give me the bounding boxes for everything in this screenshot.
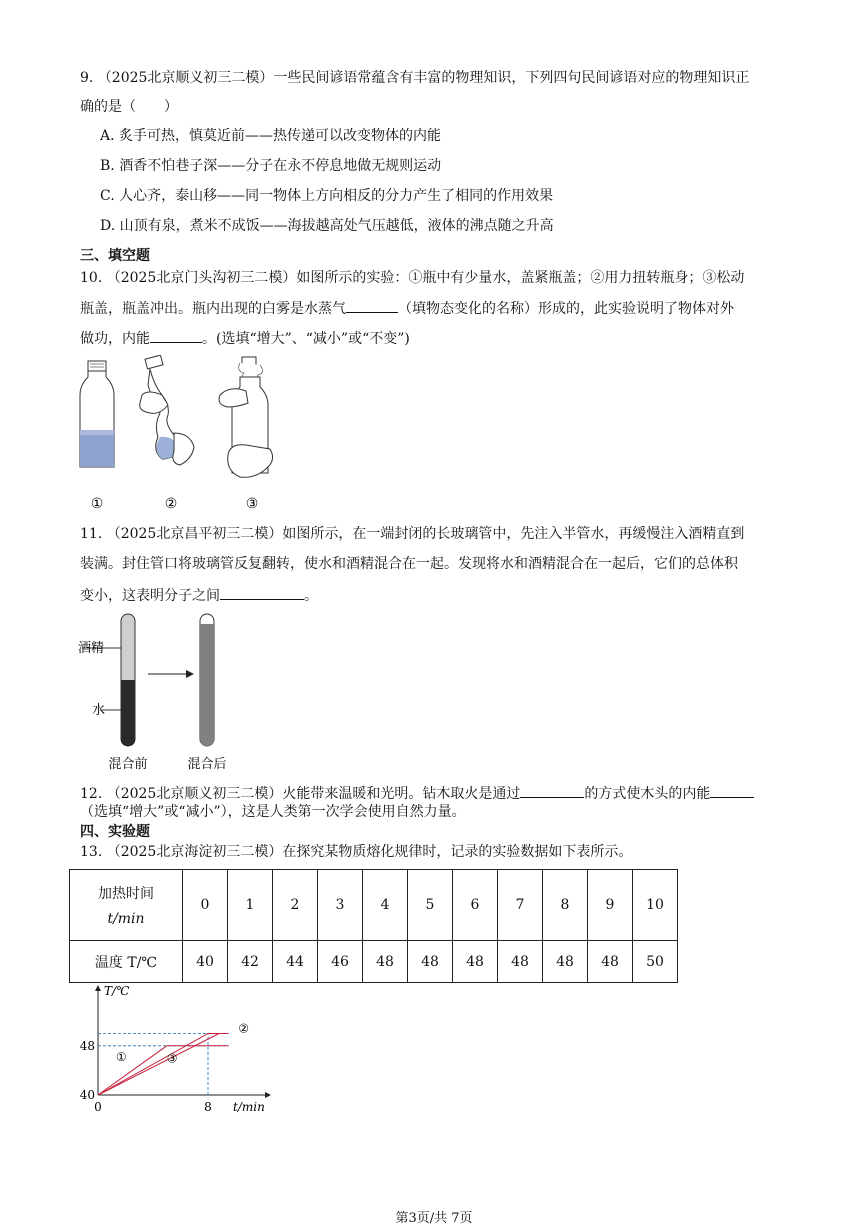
table-cell: 8 [543,870,588,941]
q12-blank-1[interactable] [520,782,584,798]
arrow-icon [148,670,194,678]
bottle-label-1: ① [90,496,104,512]
table-cell: 44 [273,941,318,983]
header-time-label: 加热时间 [98,886,154,902]
table-cell: 5 [408,870,453,941]
q10-stem-line3 [80,327,410,349]
y-tick-label: 40 [79,1088,95,1102]
series-label-2: ② [238,1021,250,1036]
bottle-3-cap-popping [219,357,273,477]
section-fill-in-heading: 三、填空题 [80,248,150,264]
tube-after [200,614,214,746]
q10-stem-line1: 10. （2025北京门头沟初三二模）如图所示的实验：①瓶中有少量水，盖紧瓶盖；②用力扭转瓶身；③松动 [80,270,745,286]
x-axis-arrow-icon [265,1092,271,1098]
table-cell: 7 [498,870,543,941]
bottle-1 [80,361,114,467]
q12-stem-line2: （选填“增大”或“减小”），这是人类第一次学会使用自然力量。 [80,804,466,820]
q12-stem-line1 [80,782,754,804]
table-row-temperature [70,941,678,983]
origin-label: 0 [94,1100,102,1114]
table-cell: 50 [633,941,678,983]
q11-text: 。 [304,588,318,604]
series-label-1: ① [115,1050,127,1065]
table-cell: 48 [543,941,588,983]
table-header-temperature: 温度 T/℃ [70,941,183,983]
q10-text: 瓶盖，瓶盖冲出。瓶内出现的白雾是水蒸气 [80,301,346,317]
tube-mixing-figure [70,608,250,776]
q11-stem-line3 [80,584,318,606]
x-tick-label: 8 [204,1100,212,1114]
y-axis-arrow-icon [95,985,101,991]
q10-stem-line2 [80,297,734,319]
x-axis-label: t/min [233,1100,265,1114]
q10-text: 做功，内能 [80,331,150,347]
table-cell: 9 [588,870,633,941]
table-cell: 48 [588,941,633,983]
chart-reference-lines [98,1034,229,1096]
table-cell: 48 [453,941,498,983]
tube-before [121,614,135,746]
table-cell: 48 [498,941,543,983]
q11-text: 变小，这表明分子之间 [80,588,220,604]
chart-series [98,1034,229,1096]
q11-stem-line1: 11. （2025北京昌平初三二模）如图所示，在一端封闭的长玻璃管中，先注入半管水，再缓慢注入酒精直到 [80,526,745,542]
label-before: 混合前 [108,757,148,772]
table-cell: 6 [453,870,498,941]
table-cell: 0 [183,870,228,941]
label-water: 水 [92,703,106,718]
q13-stem-line1: 13. （2025北京海淀初三二模）在探究某物质熔化规律时，记录的实验数据如下表所示。 [80,844,633,860]
melting-data-table [69,869,678,983]
table-cell: 46 [318,941,363,983]
q10-blank-1[interactable] [346,297,398,313]
section-experiment-heading: 四、实验题 [80,824,150,840]
q9-stem-line1: 9. （2025北京顺义初三二模）一些民间谚语常蕴含有丰富的物理知识，下列四句民间谚语对应的物理知识正 [80,70,750,86]
q9-option-b[interactable]: B. 酒香不怕巷子深——分子在永不停息地做无规则运动 [100,158,442,174]
label-after: 混合后 [187,757,227,772]
bottle-2-twisted [140,355,194,465]
q9-option-c[interactable]: C. 人心齐，泰山移——同一物体上方向相反的分力产生了相同的作用效果 [100,188,554,204]
table-cell: 3 [318,870,363,941]
q10-text: 。(选填“增大”、“减小”或“不变”) [202,331,410,347]
q9-option-d[interactable]: D. 山顶有泉，煮米不成饭——海拔越高处气压越低，液体的沸点随之升高 [100,218,554,234]
temperature-time-chart [70,983,280,1118]
q11-stem-line2: 装满。封住管口将玻璃管反复翻转，使水和酒精混合在一起。发现将水和酒精混合在一起后，它们的总体积 [80,556,738,572]
table-cell: 48 [408,941,453,983]
table-row-time [70,870,678,941]
label-alcohol: 酒精 [78,641,105,656]
table-cell: 42 [228,941,273,983]
q12-blank-2[interactable] [710,782,754,798]
table-cell: 2 [273,870,318,941]
page-footer: 第3页/共 7页 [395,1211,473,1226]
table-cell: 1 [228,870,273,941]
q10-text: （填物态变化的名称）形成的，此实验说明了物体对外 [398,301,734,317]
series-label-3: ③ [166,1051,178,1066]
table-header-time [70,870,183,941]
table-cell: 40 [183,941,228,983]
bottle-label-2: ② [164,496,178,512]
q9-option-a[interactable]: A. 炙手可热，慎莫近前——热传递可以改变物体的内能 [100,128,442,144]
table-cell: 10 [633,870,678,941]
q11-blank[interactable] [220,584,304,600]
y-tick-label: 48 [79,1038,95,1053]
bottle-label-3: ③ [245,496,259,512]
header-time-unit: t/min [107,911,145,927]
y-axis-label: T/℃ [104,984,130,998]
series-line-2 [98,1034,219,1096]
q10-blank-2[interactable] [150,327,202,343]
series-line-1 [98,1034,229,1096]
q9-stem-line2: 确的是（ ） [80,99,178,115]
table-cell: 48 [363,941,408,983]
bottle-experiment-figure [70,355,290,515]
q12-text: 12. （2025北京顺义初三二模）火能带来温暖和光明。钻木取火是通过 [80,786,521,802]
table-cell: 4 [363,870,408,941]
q12-text: 的方式使木头的内能 [584,786,711,802]
chart-axes [95,985,271,1098]
